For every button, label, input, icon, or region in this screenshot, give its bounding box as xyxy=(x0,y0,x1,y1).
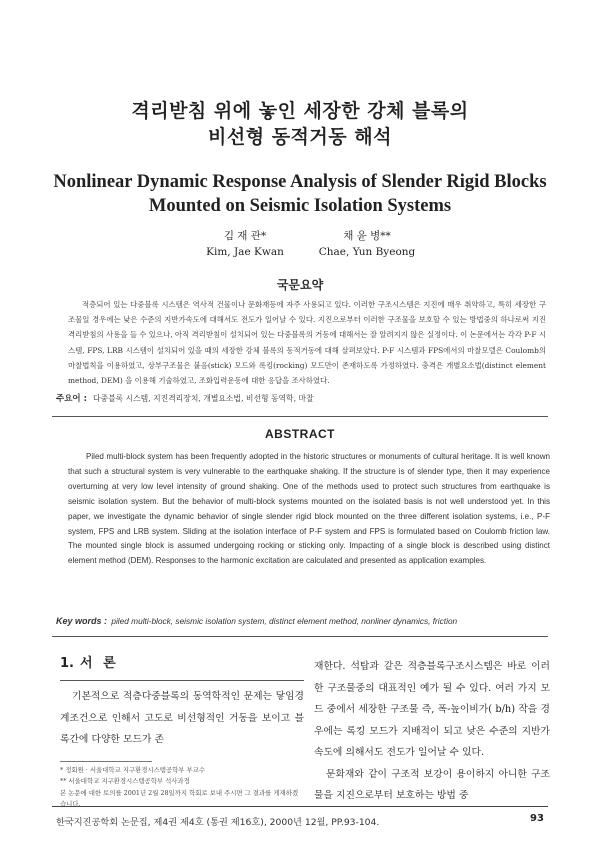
english-title-line-2: Mounted on Seismic Isolation Systems xyxy=(148,196,452,216)
body-paragraph: 문화재와 같이 구조적 보강이 용이하지 아니한 구조물을 지진으로부터 보호하는 방법 중 xyxy=(314,768,550,801)
korean-title-line-1: 격리받침 위에 놓인 세장한 강체 블록의 xyxy=(131,100,469,122)
korean-abstract-heading: 국문요약 xyxy=(276,278,324,292)
body-paragraph: 재한다. 석탑과 같은 적층블록구조시스템은 바로 이러한 구조물중의 대표적인 예가 될 수 있다. 여러 가지 모드 중에서 세장한 구조물 즉, 폭-높이비가( b/h) 작을 경우에는 록킹 모드가 지배적이 되고 낮은 수준의 지반가속도에 의해서도 전도가 일어날 수 있다. xyxy=(314,661,550,758)
footer-rule xyxy=(52,806,548,807)
english-keywords xyxy=(56,616,556,626)
korean-abstract-text: 적층되어 있는 다중블록 시스템은 역사적 건물이나 문화재등에 자주 사용되고 있다. 이러한 구조시스템은 지진에 매우 취약하고, 특히 세장한 구조물일 경우에는 낮은 수준의 지반가속도에 대해서도 전도가 일어날 수 있다. 지진으로부터 이러한 구조물을 보호할 수 있는 방법중의 하나로써 지진격리받침의 사용을 들 수 있으나, 아직 격리받침이 설치되어 있는 다중블록의 거동에 대해서는 잘 알려지지 않은 실정이다. 이 논문에서는 각각 P-F 시스템, FPS, LRB 시스템이 설치되어 있을 때의 세장한 강체 블록의 동적거동에 대해 살펴보았다. P-F 시스템과 FPS에서의 마찰모델은 Coulomb의 마찰법칙을 이용하였고, 상부구조물은 붙음(stick) 모드와 록킹(rocking) 모드만이 존재하도록 가정하였다. 충격은 개별요소법(distinct element method, DEM) 을 이용해 기술하였고, 조화입력운동에 대한 응답을 조사하였다. xyxy=(68,300,546,386)
author-1-korean-name: 김 재 관* xyxy=(223,230,267,242)
english-abstract-heading: ABSTRACT xyxy=(265,427,335,441)
right-column xyxy=(314,656,550,807)
body-paragraph: 기본적으로 적층다중블록의 동역학적인 문제는 닿임경계조건으로 인해서 고도로 비선형적인 거동을 보이고 블록간에 다양한 모드가 존 xyxy=(60,691,304,745)
divider-rule xyxy=(52,416,548,417)
author-1-english-name: Kim, Jae Kwan xyxy=(206,246,284,258)
english-abstract-text: Piled multi-block system has been frequently adopted in the historic structures or monuments of cultural heritage. It is well known that such a structural system is very vulnerable to the earthquake shaking. If the structure is of slender type, then it may experience overturning at very low level intensity of ground shaking. One of the methods used to protect such structures from earthquake is seismic isolation system. But the behavior of multi-block systems mounted on the isolated basis is not well understood yet. In this paper, we investigate the dynamic behavior of single slender rigid block mounted on the three different isolation systems, i.e., P-F system, FPS and LRB system. Sliding at the isolation interface of P-F system and FPS is formulated based on Coulomb friction law. The mounted single block is assumed undergoing rocking or sticking only. Impacting of a single block is described using distinct element method (DEM). Responses to the harmonic excitation are calculated and presented as application examples. xyxy=(68,452,550,566)
korean-keywords xyxy=(56,392,556,404)
section-number: 1. xyxy=(60,656,74,671)
footnote-discussion: 본 논문에 대한 토의를 2001년 2월 28일까지 학회로 보내 주시면 그 결과를 게재하겠습니다. xyxy=(60,788,299,808)
section-heading xyxy=(60,652,304,670)
korean-title-line-2: 비선형 동적거동 해석 xyxy=(208,126,392,148)
author-2-english-name: Chae, Yun Byeong xyxy=(318,246,416,258)
page-number: 93 xyxy=(530,813,544,824)
english-title-line-1: Nonlinear Dynamic Response Analysis of Slender Rigid Blocks xyxy=(53,172,547,192)
english-title xyxy=(0,170,600,218)
section-rule xyxy=(60,680,304,681)
english-keywords-text: piled multi-block, seismic isolation system, distinct element method, nonliner dynamics, friction xyxy=(111,616,458,626)
footnote-rule xyxy=(60,761,152,762)
footnote-affiliation-2: ** 서울대학교 지구환경시스템공학부 석사과정 xyxy=(60,777,190,785)
english-keywords-label: Key words : xyxy=(56,616,108,626)
author-2 xyxy=(292,228,442,260)
author-2-korean-name: 채 윤 병** xyxy=(343,230,391,242)
footnotes xyxy=(60,765,304,811)
korean-keywords-label: 주요어 : xyxy=(56,394,87,404)
korean-title xyxy=(0,98,600,150)
journal-citation: 한국지진공학회 논문집, 제4권 제4호 (통권 제16호), 2000년 12월, PP.93-104. xyxy=(56,817,380,828)
korean-keywords-text: 다중블록 시스템, 지진격리장치, 개별요소법, 비선형 동역학, 마찰 xyxy=(93,394,314,403)
footnote-affiliation-1: * 정회원 · 서울대학교 지구환경시스템공학부 부교수 xyxy=(60,765,206,774)
left-column xyxy=(60,652,304,811)
section-title: 서 론 xyxy=(79,656,119,671)
divider-rule xyxy=(52,636,548,637)
